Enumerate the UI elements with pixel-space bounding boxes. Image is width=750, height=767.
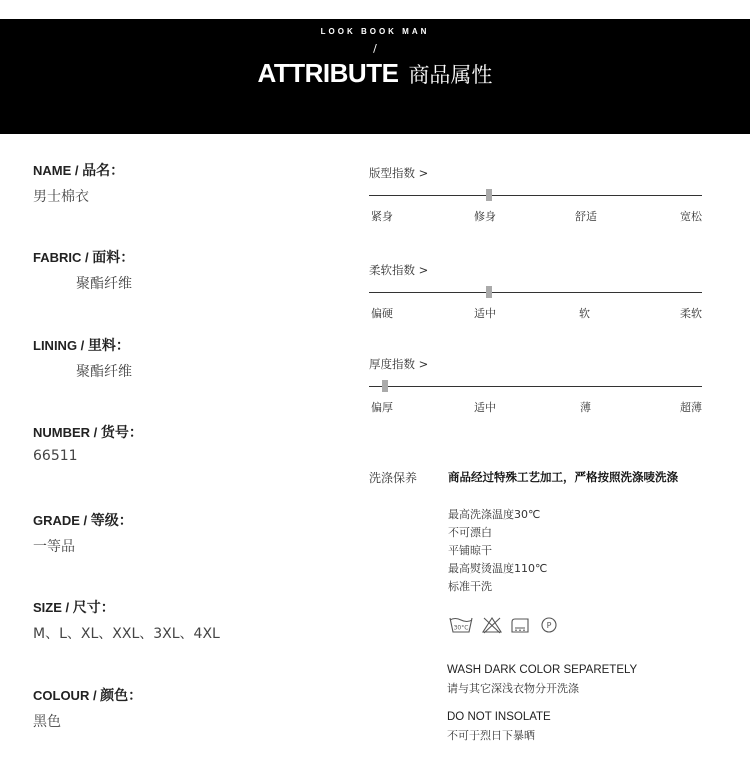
care-item: 平铺晾干	[448, 544, 492, 557]
index-label: 薄	[580, 401, 591, 414]
attribute-value: 聚酯纤维	[76, 364, 132, 380]
attribute-number	[33, 422, 143, 464]
title-english: ATTRIBUTE	[257, 58, 399, 88]
attribute-value: 聚酯纤维	[76, 276, 132, 292]
index-scale-line	[369, 292, 702, 293]
index-label: 舒适	[575, 210, 597, 223]
dryclean-letter: P	[546, 621, 552, 630]
wash-30-icon	[449, 616, 473, 634]
index-label: 紧身	[371, 210, 393, 223]
wash-separately-note: WASH DARK COLOR SEPARETELY	[447, 664, 638, 676]
thickness-index	[369, 356, 702, 414]
index-marker	[486, 286, 492, 298]
care-instructions	[448, 506, 547, 596]
wash-separately-note-cn: 请与其它深浅衣物分开洗涤	[447, 682, 579, 695]
page-title	[0, 58, 750, 89]
index-title: 厚度指数 >	[369, 357, 429, 371]
index-title: 版型指数 >	[369, 166, 429, 180]
index-scale-line	[369, 386, 702, 387]
index-label: 软	[579, 307, 590, 320]
index-label: 宽松	[680, 210, 702, 223]
attribute-size	[33, 597, 220, 643]
softness-index	[369, 262, 702, 320]
attribute-value: M、L、XL、XXL、3XL、4XL	[33, 626, 220, 642]
attribute-label-en: NAME /	[33, 163, 83, 178]
attribute-label-en: GRADE /	[33, 513, 91, 528]
title-chinese: 商品属性	[408, 62, 493, 87]
care-item: 最高熨烫温度110℃	[448, 562, 548, 575]
index-label: 适中	[474, 307, 496, 320]
index-label: 柔软	[680, 307, 702, 320]
attribute-name	[33, 160, 124, 206]
attribute-label-cn: 里料：	[87, 338, 130, 354]
care-headline: 商品经过特殊工艺加工，严格按照洗涤唛洗涤	[448, 470, 678, 484]
attribute-value: 黑色	[33, 714, 61, 730]
no-bleach-icon	[481, 616, 503, 634]
index-title: 柔软指数 >	[369, 263, 429, 277]
index-label: 偏硬	[371, 307, 393, 320]
attribute-value: 一等品	[33, 539, 75, 555]
attribute-label-en: SIZE /	[33, 600, 73, 615]
care-label: 洗涤保养	[369, 471, 418, 485]
attribute-colour	[33, 685, 142, 731]
attribute-value: 66511	[33, 448, 78, 464]
attribute-label-cn: 品名：	[82, 163, 125, 179]
fit-index	[369, 165, 702, 223]
attribute-grade	[33, 510, 133, 556]
flat-dry-icon	[510, 616, 530, 634]
index-label: 超薄	[680, 401, 702, 414]
index-label: 偏厚	[371, 401, 393, 414]
care-item: 标准干洗	[448, 580, 492, 593]
index-scale-line	[369, 195, 702, 196]
attribute-fabric	[33, 247, 134, 293]
care-item: 不可漂白	[448, 526, 492, 539]
attribute-label-cn: 尺寸：	[72, 600, 115, 616]
brand-name: LOOK BOOK MAN	[320, 27, 430, 36]
attribute-lining	[33, 335, 132, 381]
index-marker	[382, 380, 388, 392]
do-not-insolate-note-cn: 不可于烈日下暴晒	[447, 729, 535, 742]
attribute-value: 男士棉衣	[33, 189, 89, 205]
care-item: 最高洗涤温度30℃	[448, 508, 541, 521]
attribute-label-cn: 颜色：	[100, 688, 143, 704]
attribute-label-en: FABRIC /	[33, 250, 93, 265]
index-label: 修身	[474, 210, 496, 223]
dry-clean-p-icon	[540, 616, 558, 634]
attribute-label-en: NUMBER /	[33, 425, 101, 440]
header-separator: /	[373, 42, 377, 55]
attribute-label-en: LINING /	[33, 338, 88, 353]
attribute-label-cn: 货号：	[100, 425, 143, 441]
index-marker	[486, 189, 492, 201]
do-not-insolate-note: DO NOT INSOLATE	[447, 711, 551, 723]
index-label: 适中	[474, 401, 496, 414]
attribute-label-en: COLOUR /	[33, 688, 101, 703]
wash-temp-label: 30°C	[453, 624, 469, 632]
attribute-label-cn: 等级：	[90, 513, 133, 529]
attribute-label-cn: 面料：	[92, 250, 135, 266]
